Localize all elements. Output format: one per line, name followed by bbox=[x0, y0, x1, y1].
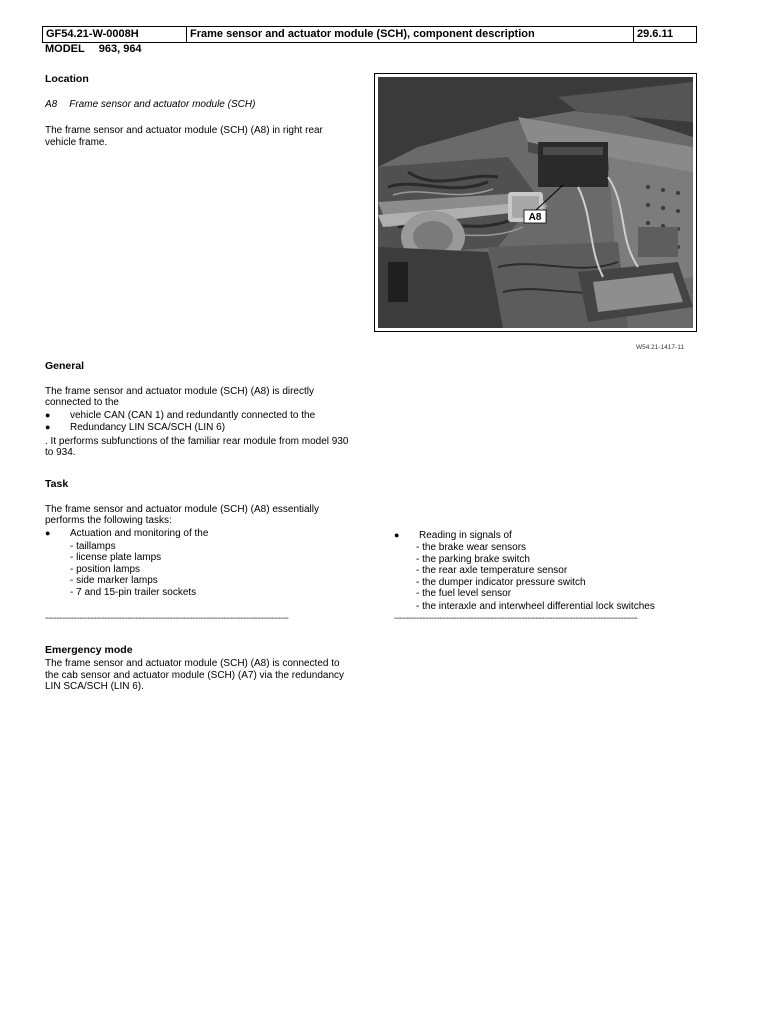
engine-bay-image bbox=[378, 77, 693, 328]
task-right-item: - the fuel level sensor bbox=[416, 588, 512, 599]
task-intro-1: The frame sensor and actuator module (SCH) (A8) essentially bbox=[45, 504, 320, 515]
document-header bbox=[42, 26, 697, 43]
emergency-text-3: LIN SCA/SCH (LIN 6). bbox=[45, 681, 144, 692]
general-outro-1: . It performs subfunctions of the familiar rear module from model 930 bbox=[45, 436, 349, 447]
general-intro-1: The frame sensor and actuator module (SCH) (A8) is directly bbox=[45, 386, 314, 397]
location-item-name: Frame sensor and actuator module (SCH) bbox=[69, 99, 256, 110]
emergency-text-2: the cab sensor and actuator module (SCH) (A7) via the redundancy bbox=[45, 670, 345, 681]
model-value: 963, 964 bbox=[98, 43, 142, 55]
emergency-heading: Emergency mode bbox=[45, 644, 133, 656]
location-item-code: A8 bbox=[45, 99, 58, 110]
component-photo bbox=[374, 73, 697, 332]
bullet-icon: ● bbox=[45, 422, 51, 432]
model-label: MODEL bbox=[45, 43, 85, 55]
document-id: GF54.21-W-0008H bbox=[43, 27, 187, 42]
task-heading: Task bbox=[45, 478, 69, 490]
document-title: Frame sensor and actuator module (SCH), component description bbox=[187, 27, 634, 42]
general-heading: General bbox=[45, 360, 85, 372]
document-date: 29.6.11 bbox=[637, 28, 674, 40]
task-right-item: - the rear axle temperature sensor bbox=[416, 565, 568, 576]
general-outro-2: to 934. bbox=[45, 447, 76, 458]
task-intro-2: performs the following tasks: bbox=[45, 515, 172, 526]
separator-right: -------------------------------------------------------------------------------------- bbox=[394, 613, 638, 624]
task-left-item: - taillamps bbox=[70, 541, 116, 552]
photo-callout-label: A8 bbox=[528, 212, 542, 223]
task-right-item: - the brake wear sensors bbox=[416, 542, 527, 553]
location-item bbox=[45, 99, 255, 111]
emergency-text-1: The frame sensor and actuator module (SCH) (A8) is connected to bbox=[45, 658, 340, 669]
task-left-item: - position lamps bbox=[70, 564, 141, 575]
model-line bbox=[45, 43, 142, 55]
location-heading: Location bbox=[45, 73, 89, 85]
bullet-icon: ● bbox=[45, 528, 51, 538]
task-left-item: - license plate lamps bbox=[70, 552, 162, 563]
bullet-icon: ● bbox=[394, 530, 400, 540]
task-right-item: - the parking brake switch bbox=[416, 554, 530, 565]
location-text-1: The frame sensor and actuator module (SCH) (A8) in right rear bbox=[45, 125, 323, 136]
task-left-item: - side marker lamps bbox=[70, 575, 158, 586]
task-left-item: - 7 and 15-pin trailer sockets bbox=[70, 587, 197, 598]
separator-left: -------------------------------------------------------------------------------------- bbox=[45, 613, 289, 624]
task-right-item: - the dumper indicator pressure switch bbox=[416, 577, 586, 588]
task-right-item: - the interaxle and interwheel differential lock switches bbox=[416, 601, 655, 612]
photo-caption: W54.21-1417-11 bbox=[636, 344, 684, 351]
location-text-2: vehicle frame. bbox=[45, 137, 108, 148]
bullet-icon: ● bbox=[45, 410, 51, 420]
general-intro-2: connected to the bbox=[45, 397, 119, 408]
